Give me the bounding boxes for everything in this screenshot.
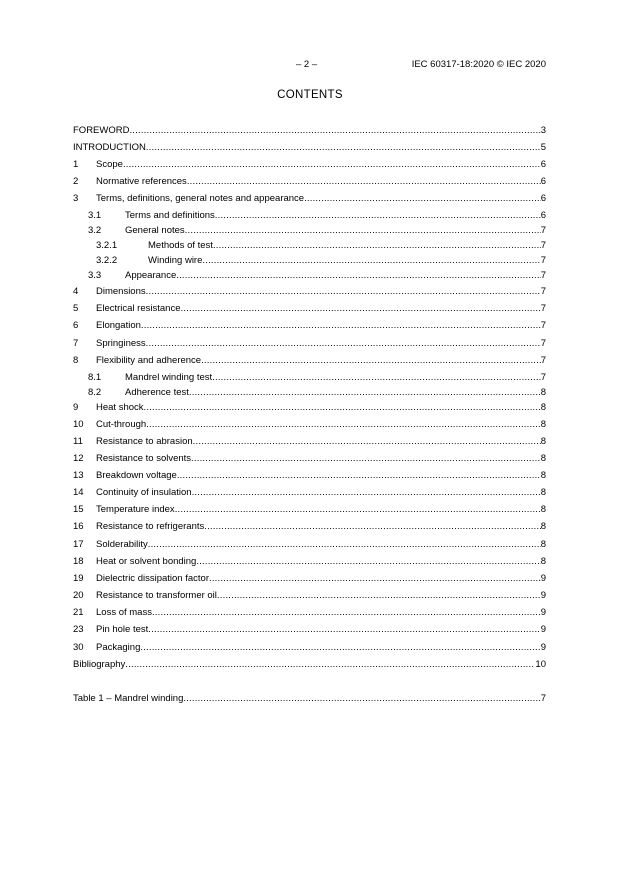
toc-entry[interactable]: [73, 338, 546, 350]
toc-entry[interactable]: [73, 419, 546, 431]
toc-entry-number: 3.2: [88, 225, 102, 236]
toc-entry[interactable]: [73, 590, 546, 602]
dot-leader: [123, 159, 541, 171]
toc-entry[interactable]: [73, 387, 546, 399]
toc-entry-title: Elongation: [96, 320, 141, 331]
toc-entry-number: 1: [73, 159, 79, 170]
table-entry-title: Table 1 – Mandrel winding: [73, 693, 184, 704]
toc-entry[interactable]: [73, 355, 546, 367]
toc-entry-title: Loss of mass: [96, 607, 152, 618]
toc-entry-page: 8: [540, 436, 546, 447]
dot-leader: [129, 125, 540, 137]
toc-entry-number: 10: [73, 419, 84, 430]
toc-entry-title: FOREWORD: [73, 125, 130, 136]
toc-entry-page: 8: [540, 470, 546, 481]
toc-entry-page: 8: [540, 402, 546, 413]
toc-entry-page: 6: [540, 210, 546, 221]
dot-leader: [193, 436, 541, 448]
toc-entry[interactable]: [73, 210, 546, 222]
toc-entry[interactable]: [73, 303, 546, 315]
dot-leader: [304, 193, 541, 205]
toc-entry-number: 8.2: [88, 387, 102, 398]
toc-entry-page: 7: [540, 320, 546, 331]
toc-entry-title: Flexibility and adherence: [96, 355, 202, 366]
toc-entry[interactable]: [73, 270, 546, 282]
toc-entry-number: 7: [73, 338, 79, 349]
dot-leader: [140, 642, 540, 654]
toc-entry[interactable]: [73, 624, 546, 636]
toc-entry-page: 7: [540, 372, 546, 383]
toc-entry[interactable]: [73, 320, 546, 332]
toc-entry-page: 9: [540, 642, 546, 653]
toc-entry-title: Scope: [96, 159, 123, 170]
toc-entry-number: 6: [73, 320, 79, 331]
toc-entry-number: 9: [73, 402, 79, 413]
toc-entry-title: Temperature index: [96, 504, 175, 515]
toc-entry-page: 6: [540, 193, 546, 204]
toc-entry-number: 3.1: [88, 210, 102, 221]
toc-entry[interactable]: [73, 539, 546, 551]
toc-entry-page: 8: [540, 521, 546, 532]
toc-entry-title: Dielectric dissipation factor: [96, 573, 209, 584]
toc-entry-title: Heat or solvent bonding: [96, 556, 197, 567]
dot-leader: [189, 387, 541, 399]
toc-entry[interactable]: [73, 659, 546, 671]
dot-leader: [141, 320, 541, 332]
toc-entry-number: 3.3: [88, 270, 102, 281]
toc-entry-title: Packaging: [96, 642, 141, 653]
dot-leader: [148, 539, 541, 551]
dot-leader: [217, 590, 541, 602]
toc-entry[interactable]: [73, 436, 546, 448]
toc-entry[interactable]: [73, 225, 546, 237]
dot-leader: [146, 419, 541, 431]
toc-entry-number: 8.1: [88, 372, 102, 383]
dot-leader: [201, 355, 541, 367]
dot-leader: [192, 487, 541, 499]
toc-entry[interactable]: [73, 240, 546, 252]
dot-leader: [212, 372, 541, 384]
toc-entry-title: Normative references: [96, 176, 187, 187]
toc-entry-page: 7: [540, 693, 546, 704]
toc-entry-title: Springiness: [96, 338, 146, 349]
document-id: IEC 60317-18:2020 © IEC 2020: [411, 59, 546, 70]
toc-entry-page: 7: [540, 286, 546, 297]
toc-entry-number: 20: [73, 590, 84, 601]
contents-title: CONTENTS: [277, 89, 343, 101]
toc-entry-title: Adherence test: [125, 387, 189, 398]
toc-entry[interactable]: [73, 504, 546, 516]
dot-leader: [176, 270, 540, 282]
toc-entry[interactable]: [73, 487, 546, 499]
toc-entry-number: 3: [73, 193, 79, 204]
toc-entry-title: Solderability: [96, 539, 148, 550]
toc-entry-page: 7: [540, 355, 546, 366]
toc-entry-number: 8: [73, 355, 79, 366]
toc-entry-page: 8: [540, 453, 546, 464]
toc-entry-page: 8: [540, 556, 546, 567]
toc-entry-number: 12: [73, 453, 84, 464]
toc-entry-title: Resistance to transformer oil: [96, 590, 217, 601]
dot-leader: [146, 338, 541, 350]
toc-entry-title: Dimensions: [96, 286, 146, 297]
toc-entry-title: Heat shock: [96, 402, 144, 413]
toc-entry-page: 9: [540, 590, 546, 601]
toc-entry-title: Continuity of insulation: [96, 487, 192, 498]
toc-entry-title: Bibliography: [73, 659, 126, 670]
table-list-entry[interactable]: [73, 693, 546, 705]
dot-leader: [209, 573, 541, 585]
toc-entry[interactable]: [73, 286, 546, 298]
dot-leader: [204, 521, 540, 533]
toc-entry-page: 8: [540, 504, 546, 515]
toc-entry-page: 7: [540, 240, 546, 251]
dot-leader: [148, 624, 540, 636]
toc-entry-title: Terms, definitions, general notes and appearance: [96, 193, 305, 204]
toc-entry-number: 4: [73, 286, 79, 297]
dot-leader: [146, 286, 541, 298]
dot-leader: [146, 142, 541, 154]
toc-entry-page: 9: [540, 607, 546, 618]
dot-leader: [180, 303, 540, 315]
dot-leader: [177, 470, 541, 482]
toc-entry-page: 9: [540, 624, 546, 635]
toc-entry-page: 8: [540, 487, 546, 498]
toc-entry-page: 6: [540, 176, 546, 187]
toc-entry[interactable]: [73, 470, 546, 482]
dot-leader: [125, 659, 535, 671]
toc-entry[interactable]: [73, 176, 546, 188]
toc-entry-page: 8: [540, 419, 546, 430]
toc-entry-number: 14: [73, 487, 84, 498]
toc-entry-number: 30: [73, 642, 84, 653]
dot-leader: [152, 607, 541, 619]
toc-entry-title: Electrical resistance: [96, 303, 181, 314]
toc-entry-page: 9: [540, 573, 546, 584]
dot-leader: [185, 225, 541, 237]
toc-entry-title: Resistance to solvents: [96, 453, 192, 464]
toc-entry[interactable]: [73, 556, 546, 568]
toc-entry-number: 16: [73, 521, 84, 532]
toc-entry-page: 6: [540, 159, 546, 170]
dot-leader: [215, 210, 541, 222]
toc-entry-number: 11: [73, 436, 83, 447]
toc-entry-page: 7: [540, 225, 546, 236]
toc-entry[interactable]: [73, 372, 546, 384]
dot-leader: [175, 504, 541, 516]
toc-entry-page: 8: [540, 387, 546, 398]
toc-entry[interactable]: [73, 642, 546, 654]
toc-entry[interactable]: [73, 453, 546, 465]
dot-leader: [183, 693, 540, 705]
toc-entry-title: INTRODUCTION: [73, 142, 146, 153]
dot-leader: [191, 453, 541, 465]
toc-entry[interactable]: [73, 402, 546, 414]
toc-entry[interactable]: [73, 159, 546, 171]
toc-entry-number: 2: [73, 176, 79, 187]
toc-entry[interactable]: [73, 193, 546, 205]
toc-entry-page: 7: [540, 270, 546, 281]
toc-entry-number: 15: [73, 504, 84, 515]
toc-entry-number: 13: [73, 470, 84, 481]
toc-entry-title: Mandrel winding test: [125, 372, 213, 383]
toc-entry[interactable]: [73, 573, 546, 585]
toc-entry-page: 8: [540, 539, 546, 550]
toc-entry-title: Terms and definitions: [125, 210, 215, 221]
toc-entry-title: Appearance: [125, 270, 177, 281]
dot-leader: [196, 556, 540, 568]
toc-entry-title: Pin hole test: [96, 624, 149, 635]
toc-entry-number: 5: [73, 303, 79, 314]
toc-entry[interactable]: [73, 255, 546, 267]
toc-entry[interactable]: [73, 521, 546, 533]
toc-entry-number: 19: [73, 573, 84, 584]
toc-entry-title: Methods of test: [148, 240, 213, 251]
toc-entry[interactable]: [73, 125, 546, 137]
toc-entry-number: 3.2.1: [96, 240, 118, 251]
toc-entry-number: 21: [73, 607, 84, 618]
toc-entry-number: 23: [73, 624, 84, 635]
toc-entry-title: Breakdown voltage: [96, 470, 177, 481]
toc-entry-page: 10: [535, 659, 546, 670]
toc-entry-title: Resistance to abrasion: [96, 436, 193, 447]
toc-entry-page: 3: [540, 125, 546, 136]
toc-entry-title: Cut-through: [96, 419, 147, 430]
toc-entry-title: Resistance to refrigerants: [96, 521, 205, 532]
toc-entry-page: 7: [540, 255, 546, 266]
toc-entry-title: General notes: [125, 225, 185, 236]
page-number: – 2 –: [296, 59, 318, 70]
toc-entry-title: Winding wire: [148, 255, 203, 266]
toc-entry-number: 3.2.2: [96, 255, 118, 266]
toc-entry-page: 7: [540, 303, 546, 314]
toc-entry[interactable]: [73, 607, 546, 619]
toc-entry-number: 18: [73, 556, 84, 567]
toc-entry[interactable]: [73, 142, 546, 154]
toc-entry-page: 7: [540, 338, 546, 349]
dot-leader: [187, 176, 541, 188]
toc-entry-page: 5: [540, 142, 546, 153]
toc-entry-number: 17: [73, 539, 84, 550]
dot-leader: [202, 255, 540, 267]
dot-leader: [213, 240, 541, 252]
dot-leader: [144, 402, 541, 414]
